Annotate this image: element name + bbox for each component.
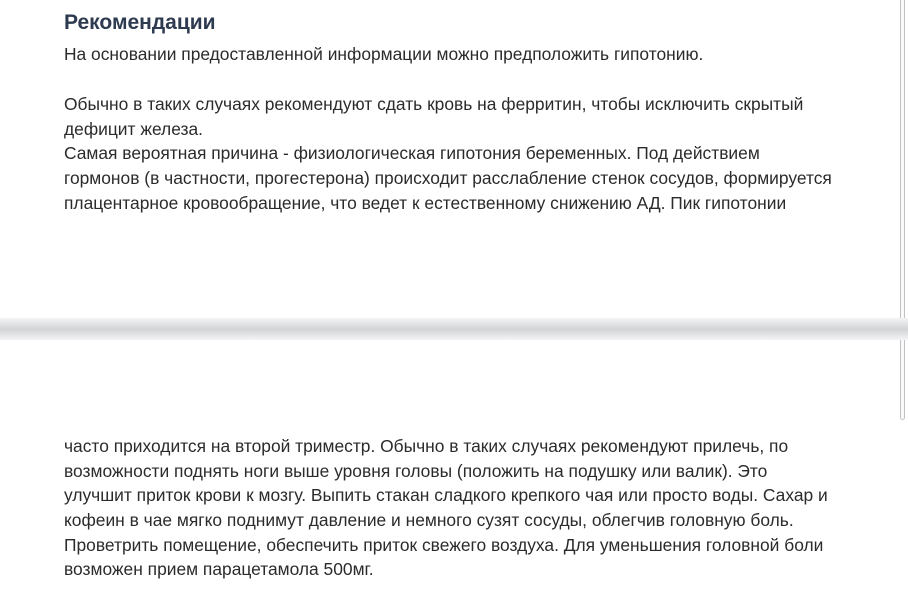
advice-line: дефицит железа. xyxy=(64,118,203,139)
scrollbar-thumb[interactable] xyxy=(900,340,905,420)
continuation-line: улучшит приток крови к мозгу. Выпить стакан сладкого крепкого чая или просто воды. Сахар и xyxy=(64,485,828,506)
continuation-line: часто приходится на второй триместр. Обычно в таких случаях рекомендуют прилечь, по xyxy=(64,436,789,456)
advice-line: гормонов (в частности, прогестерона) происходит расслабление стенок сосудов, формируется xyxy=(64,168,832,189)
continuation-line: возможен прием парацетамола 500мг. xyxy=(64,559,374,580)
summary-line: На основании предоставленной информации можно предположить гипотонию. xyxy=(64,44,704,64)
page-separator xyxy=(0,318,908,340)
continuation-line: Проветрить помещение, обеспечить приток свежего воздуха. Для уменьшения головной боли xyxy=(64,534,824,555)
continuation-paragraph xyxy=(64,434,894,582)
section-title: Рекомендации xyxy=(64,11,216,34)
continuation-line: возможности поднять ноги выше уровня головы (положить на подушку или валик). Это xyxy=(64,460,768,481)
advice-paragraph xyxy=(64,92,894,215)
page-bottom xyxy=(0,340,898,600)
summary-paragraph xyxy=(64,42,894,67)
scrollbar-thumb[interactable] xyxy=(900,0,905,318)
advice-line: плацентарное кровообращение, что ведет к естественному снижению АД. Пик гипотонии xyxy=(64,192,787,213)
advice-line: Самая вероятная причина - физиологическая гипотония беременных. Под действием xyxy=(64,143,760,164)
advice-line: Обычно в таких случаях рекомендуют сдать кровь на ферритин, чтобы исключить скрытый xyxy=(64,94,804,114)
continuation-line: кофеин в чае мягко поднимут давление и немного сузят сосуды, облегчив головную боль. xyxy=(64,510,794,531)
vertical-scrollbar[interactable] xyxy=(898,0,908,600)
